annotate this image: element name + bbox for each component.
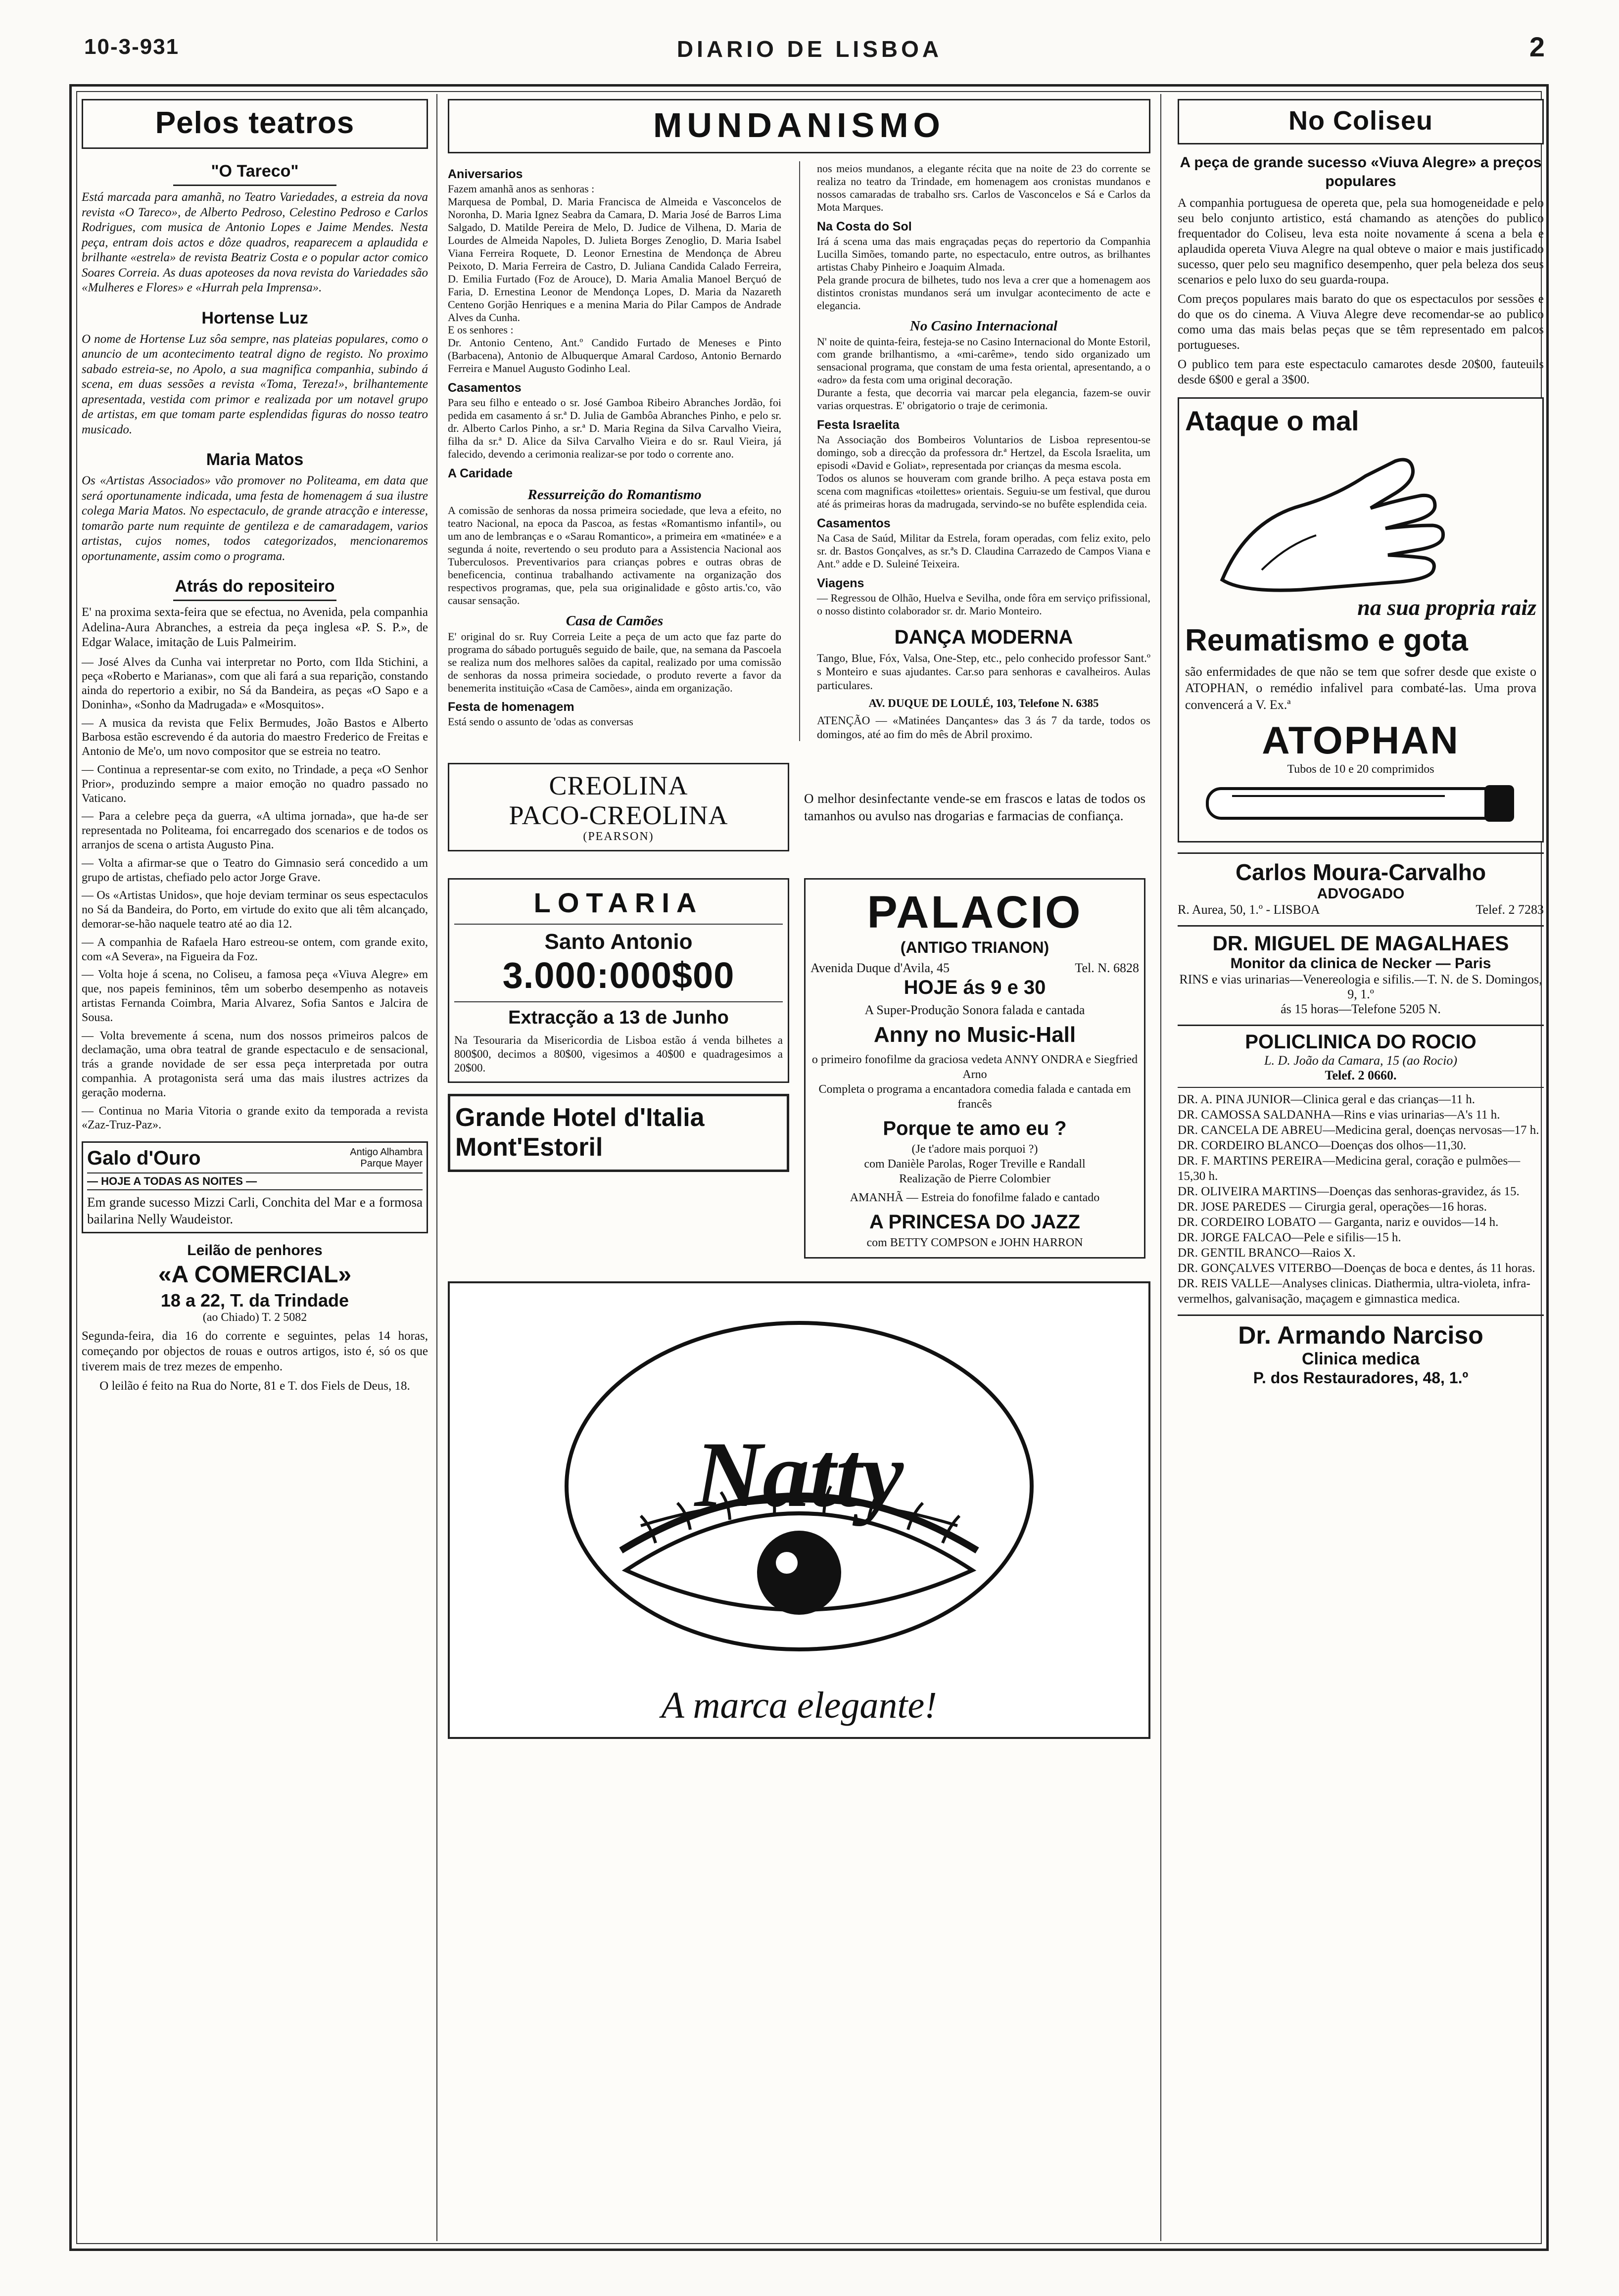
news-bullet: — Continua no Maria Vitoria o grande exito da temporada a revista «Zaz-Truz-Paz». [82, 1104, 428, 1132]
clinic-doctor-entry: DR. F. MARTINS PEREIRA—Medicina geral, coração e pulmões—15,30 h. [1178, 1154, 1521, 1183]
coliseu-paragraph: A companhia portuguesa de opereta que, pela sua homogeneidade e pelo seu belo conjunto artistico, está chamando as atenções do publico frequentador do Coliseu, leva esta noite novamente á scena a bela e aplaudida opereta Viuva Alegre na qual obteve o maior e mais justificado sucesso, quer pelo seu magnifico desempenho, quer pela beleza dos seus scenarios e pelo luxo do seu guarda-roupa. [1178, 196, 1544, 286]
doctor-specialty: ADVOGADO [1317, 885, 1405, 902]
ad-palacio-second-director: Realização de Pierre Colombier [899, 1172, 1050, 1186]
clinic-doctor-entry: DR. REIS VALLE—Analyses clinicas. Diathermia, ultra-violeta, infra-vermelhos, galvanisação, maçagem e gimnastica medica. [1178, 1276, 1530, 1306]
sub-text: Na Casa de Saúd, Militar da Estrela, foram operadas, com feliz exito, pelo sr. dr. Bastos Gonçalves, as sr.ªs D. Claudina Carrazedo de Campos Viana e Ant.º adde e D. Suleiné Teixeira. [817, 531, 1150, 570]
sub-text: A comissão de senhoras da nossa primeira sociedade, que leva a efeito, no teatro Nacional, na epoca da Pascoa, as festas «Romantismo infantil», ou um ano de lembranças e o «Sarau Romantico», a primeira em «matinée» e a segunda á noite, revertendo o seu produto para a Assistencia Nacional aos Tuberculosos. Preventivarios para crianças pobres e outras obras de beneficencia, continua trabalhando activamente na organização dos respectivos programas, que, pela sua originalidade e gôsto artis.'co, vão causar sensação. [448, 504, 781, 607]
ad-leilao-text: Segunda-feira, dia 16 do corrente e seguintes, pelas 14 horas, começando por objectos de rouas e outros artigos, isto é, só os que tiverem mais de trez mezes de empenho. [82, 1329, 428, 1373]
column-divider-right [1160, 94, 1161, 2241]
article-text: E' na proxima sexta-feira que se efectua, no Avenida, pela companhia Adelina-Aura Abranches, a estreia da peça inglesa «P. S. P.», de Edgar Walace, imitação de Luis Palmeirim. [82, 606, 428, 649]
section-title-mundanismo: MUNDANISMO [448, 99, 1150, 153]
sub-heading: A Caridade [448, 467, 513, 481]
article-heading: Hortense Luz [201, 308, 308, 328]
news-bullet: — A musica da revista que Felix Bermudes, João Bastos e Alberto Barbosa estão escrevendo é da autoria do maestro Frederico de Freitas e Antonio de Me'o, um novo compositor que se estreia no teatro. [82, 716, 428, 758]
ad-palacio-film-credits: o primeiro fonofilme da graciosa vedeta ANNY ONDRA e Siegfried Arno [811, 1053, 1138, 1081]
ad-palacio-phone: Tel. N. 6828 [1075, 961, 1139, 976]
ad-policlinica-rocio[interactable] [1178, 1025, 1544, 1307]
ad-creolina[interactable] [448, 763, 789, 851]
sub-text: nos meios mundanos, a elegante récita que na noite de 23 do corrente se realiza no teatro da Trindade, em homenagem aos cronistas mundanos e nossos camaradas de trabalho srs. Carlos de Vasconcelos e Sá e Carlos da Mota Marques. [817, 162, 1150, 213]
masthead-date: 10-3-931 [84, 35, 180, 59]
ad-leilao-address: 18 a 22, T. da Trindade [160, 1290, 349, 1311]
ad-lotaria-name: Santo Antonio [544, 930, 693, 954]
ad-palacio-second-feature-note: Completa o programa a encantadora comedia falada e cantada em francês [818, 1083, 1131, 1111]
column-divider-left [436, 94, 437, 2241]
eye-illustration-svg [460, 1293, 1139, 1679]
sub-heading: Casa de Camões [566, 612, 664, 629]
clinic-doctor-entry: DR. CORDEIRO LOBATO — Garganta, nariz e ouvidos—14 h. [1178, 1215, 1499, 1229]
article-atras-do-repositeiro [82, 577, 428, 651]
ad-palacio-second-title-fr: (Je t'adore mais porquoi ?) [911, 1143, 1038, 1156]
doctor-specialty: Clinica medica [1301, 1349, 1420, 1368]
ad-galo-subtitle: Antigo Alhambra Parque Mayer [350, 1147, 423, 1170]
doctor-address: RINS e vias urinarias—Venereologia e sifilis.—T. N. de S. Domingos, 9, 1.º [1179, 972, 1542, 1001]
doctor-address: P. dos Restauradores, 48, 1.º [1253, 1368, 1469, 1387]
sub-heading: Viagens [817, 576, 864, 590]
ad-natty-slogan: A marca elegante! [661, 1685, 937, 1727]
news-bullet: — Para a celebre peça da guerra, «A ultima jornada», que ha-de ser representada no Politeama, foi encarregado dos scenarios e de todos os arranjos de scena o artista Augusto Pina. [82, 810, 428, 852]
doctor-name: DR. MIGUEL DE MAGALHAES [1212, 931, 1509, 955]
ad-palacio-film-title: Anny no Music-Hall [873, 1023, 1076, 1047]
sub-heading: Na Costa do Sol [817, 219, 912, 234]
news-bullet: — Os «Artistas Unidos», que hoje deviam terminar os seus espectaculos no Sá da Bandeira, do Porto, em virtude do exito que ali têm alcançado, demorar-se-hão naquele teatro até ao dia 12. [82, 889, 428, 931]
news-bullet: — A companhia de Rafaela Haro estreou-se ontem, com grande exito, com «A Severa», na Figueira da Foz. [82, 936, 428, 963]
ad-doctor-armando-narciso[interactable] [1178, 1314, 1544, 1387]
clinic-phone: Telef. 2 0660. [1325, 1068, 1397, 1082]
ad-atophan-brand: ATOPHAN [1262, 718, 1460, 762]
ad-danca-moderna[interactable] [817, 626, 1150, 742]
doctor-phone: Telef. 2 7283 [1476, 902, 1544, 917]
ad-palacio-showtime: HOJE ás 9 e 30 [904, 977, 1046, 999]
coliseu-paragraph: Com preços populares mais barato do que os espectaculos por sessões e do que os do cinema. A Viuva Alegre deve recomendar-se ao publico como uma das mais belas peças que se têm representado em palcos portugueses. [1178, 292, 1544, 352]
ad-doctor-moura-carvalho[interactable] [1178, 852, 1544, 917]
ad-atophan-packaging: Tubos de 10 e 20 comprimidos [1287, 762, 1434, 776]
coliseu-paragraph: O publico tem para este espectaculo camarotes desde 20$00, fauteuils desde 6$00 e geral a 3$00. [1178, 358, 1544, 386]
article-tareco [82, 162, 428, 296]
news-bullet: — Volta a afirmar-se que o Teatro do Gimnasio será concedido a um grupo de artistas, chefiado pelo actor Jorge Grave. [82, 856, 428, 884]
sub-heading: Aniversarios [448, 167, 523, 181]
ad-galo-text: Em grande sucesso Mizzi Carli, Conchita del Mar e a formosa bailarina Nelly Waudeistor. [87, 1195, 423, 1226]
ad-danca-address: AV. DUQUE DE LOULÉ, 103, Telefone N. 6385 [868, 697, 1099, 709]
ad-palacio-tomorrow: AMANHÃ — Estreia do fonofilme falado e cantado [850, 1191, 1100, 1205]
doctor-address: R. Aurea, 50, 1.º - LISBOA [1178, 902, 1320, 917]
sub-text: Para seu filho e enteado o sr. José Gamboa Ribeiro Abranches Jordão, foi pedida em casamento á sr.ª D. Julia de Gambôa Abranches Pinho, e pelo sr. dr. Alberto Carlos Pinho, a sr.ª D. Maria Regina da Silva Carvalho Vieira, filha da sr.ª D. Alice da Silva Carvalho Vieira e do sr. Raul Vieira, já falecido, devendo a cerimonia realizar-se por todo o corrente ano. [448, 396, 781, 461]
section-title-coliseu: No Coliseu [1178, 99, 1544, 144]
clinic-address: L. D. João da Camara, 15 (ao Rocio) [1264, 1053, 1457, 1068]
clinic-doctor-entry: DR. GONÇALVES VITERBO—Doenças de boca e dentes, ás 11 horas. [1178, 1261, 1535, 1275]
ad-natty[interactable] [448, 1281, 1150, 1739]
ad-leilao-kicker: Leilão de penhores [187, 1242, 323, 1259]
ad-creolina-maker: (PEARSON) [583, 830, 654, 843]
masthead-title: DIARIO DE LISBOA [676, 36, 943, 62]
ad-palacio-name: PALACIO [867, 887, 1083, 938]
mundanismo-right-subcolumn [799, 161, 1150, 741]
clinic-doctor-entry: DR. JORGE FALCAO—Pele e sifilis—15 h. [1178, 1230, 1401, 1244]
ad-palacio-second-cast: com Danièle Parolas, Roger Treville e Randall [864, 1158, 1086, 1171]
article-maria-matos [82, 450, 428, 564]
sub-text: Irá á scena uma das mais engraçadas peças do repertorio da Companhia Lucilla Simões, tomando parte, no espectaculo, entre outros, as brilhantes artistas Chaby Pinheiro e Joaquim Almada. Pela grande procura de bilhetes, tudo nos leva a crer que a homenagem aos distintos cronistas mundanos será um invulgar acontecimento de acte e elegancia. [817, 234, 1150, 312]
ad-creolina-brand2: PACO-CREOLINA [509, 800, 728, 830]
news-bullet: — Volta hoje á scena, no Coliseu, a famosa peça «Viuva Alegre» em que, nos papeis femininos, têm um soberbo desempenho as notaveis artistas Fernanda Coimbra, Maria Alvarez, Sofia Santos e Jalcira de Sousa. [82, 968, 428, 1024]
tube-illustration-svg [1185, 776, 1536, 831]
ad-creolina-brand: CREOLINA [549, 771, 688, 801]
sub-heading: Casamentos [448, 381, 522, 395]
coliseu-headline: A peça de grande sucesso «Viuva Alegre» a preços populares [1180, 154, 1542, 189]
sub-text: Fazem amanhã anos as senhoras : Marquesa de Pombal, D. Maria Francisca de Almeida e Vasconcelos de Noronha, D. Maria Ignez Seabra da Camara, D. Maria José de Barros Lima Salgado, D. Matilde Pereira de Melo, D. Judice de Vilhena, D. Maria de Lourdes de Almeida Napoles, D. Julieta Borges Zenoglio, D. Maria Isabel Viana Ferreira Roquete, D. Leonor Ernestina de Mendonça de Abreu Peixoto, D. Maria Ferreira de Castro, D. Juliana Candida Calado Ferreira, D. Emilia Furtado (Foz de Arouce), D. Maria Amalia Manoel Berçuó de Faria, D. Ernestina Leonor de Mendonça Lopes, D. Maria da Nazareth Centeno Gorjão Henriques e a menina Maria do Pilar Campos de Andrade Alves da Cunha. E os senhores : Dr. Antonio Centeno, Ant.º Candido Furtado de Meneses e Pinto (Barbacena), Antonio de Albuquerque Amaral Cardoso, Antonio Bernardo Ferreira e Manuel Augusto Godinho Leal. [448, 183, 781, 375]
clinic-doctor-entry: DR. CAMOSSA SALDANHA—Rins e vias urinarias—A's 11 h. [1178, 1108, 1500, 1122]
ad-hotel-location: Mont'Estoril [455, 1133, 603, 1162]
ad-palacio-second-title: Porque te amo eu ? [883, 1118, 1067, 1140]
ad-atophan[interactable] [1178, 397, 1544, 843]
article-heading: Maria Matos [206, 450, 304, 469]
ad-galo-douro[interactable] [82, 1141, 428, 1233]
ad-danca-note: ATENÇÃO — «Matinées Dançantes» das 3 ás 7 da tarde, todos os domingos, até ao fim do mês de Abril proximo. [817, 714, 1150, 741]
left-column [82, 99, 428, 1394]
doctor-specialty: Monitor da clinica de Necker — Paris [1230, 955, 1491, 972]
news-bullet: — Volta brevemente á scena, num dos nossos primeiros palcos de declamação, uma obra teatral de grande espectaculo e de sensacional, trás a grande novidade de ser essa peça interpretada por outra companhia. A protagonista será uma das mais ilustres actrizes da geração moderna. [82, 1029, 428, 1099]
sub-heading: Ressurreição do Romantismo [527, 487, 702, 503]
sub-heading: Festa Israelita [817, 418, 900, 432]
clinic-doctor-entry: DR. GENTIL BRANCO—Raios X. [1178, 1246, 1356, 1260]
news-bullet: — Continua a representar-se com exito, no Trindade, a peça «O Senhor Prior», produzindo sempre a maior emoção no quadro passado no Vaticano. [82, 763, 428, 805]
sub-text: Está sendo o assunto de 'odas as conversas [448, 715, 633, 728]
doctor-hours: ás 15 horas—Telefone 5205 N. [1281, 1001, 1441, 1016]
ad-atophan-body: são enfermidades de que não se tem que sofrer desde que existe o ATOPHAN, o remédio infalivel para combaté-las. Uma prova convencerá a V. Ex.ª [1185, 664, 1536, 712]
ad-cinema-palacio[interactable] [804, 878, 1145, 1259]
clinic-doctor-entry: DR. OLIVEIRA MARTINS—Doenças das senhoras-gravidez, ás 15. [1178, 1184, 1520, 1198]
masthead-page-number: 2 [1529, 31, 1545, 62]
ad-palacio-address: Avenida Duque d'Avila, 45 [810, 961, 950, 976]
ad-atophan-line1: Ataque o mal [1185, 405, 1359, 436]
ad-creolina-description: O melhor desinfectante vende-se em frascos e latas de todos os tamanhos ou avulso nas drogarias e farmacias de confiança. [804, 791, 1145, 823]
article-hortense-luz [82, 309, 428, 438]
ad-palacio-tomorrow-title: A PRINCESA DO JAZZ [869, 1211, 1080, 1233]
ad-danca-text: Tango, Blue, Fóx, Valsa, One-Step, etc., pelo conhecido professor Sant.º s Monteiro e suas ajudantes. Car.so para senhoras e cavalheiros. Aulas particulares. [817, 652, 1150, 692]
doctor-name: Carlos Moura-Carvalho [1235, 859, 1486, 885]
sub-heading: Festa de homenagem [448, 700, 574, 714]
ad-leilao-footer: O leilão é feito na Rua do Norte, 81 e T. dos Fiels de Deus, 18. [99, 1379, 410, 1393]
ad-grande-hotel-italia[interactable] [448, 1094, 789, 1172]
clinic-doctor-entry: DR. CANCELA DE ABREU—Medicina geral, doenças nervosas—17 h. [1178, 1123, 1539, 1137]
ad-hotel-name: Grande Hotel d'Italia [455, 1103, 705, 1132]
middle-column [448, 99, 1150, 1739]
ad-lotaria[interactable] [448, 878, 789, 1083]
clinic-doctor-entry: DR. JOSE PAREDES — Cirurgia geral, operações—16 horas. [1178, 1200, 1487, 1214]
ad-atophan-line2: na sua propria raiz [1357, 594, 1536, 620]
ad-galo-strip: — HOJE A TODAS AS NOITES — [87, 1172, 423, 1190]
ad-galo-title: Galo d'Ouro [87, 1147, 201, 1170]
article-text: Os «Artistas Associados» vão promover no Politeama, em data que será oportunamente indicada, uma festa de homenagem á sua ilustre colega Maria Matos. No espectaculo, de grande atracção e interesse, tomarão parte num requinte de gentileza e de camaradagem, varios artistas, cujos nomes, todos categorizados, mencionaremos oportunamente, assim como o programa. [82, 474, 428, 563]
right-column [1178, 99, 1544, 1387]
ad-palacio-tomorrow-cast: com BETTY COMPSON e JOHN HARRON [866, 1236, 1083, 1250]
sub-heading: No Casino Internacional [909, 318, 1058, 334]
svg-text:Natty: Natty [694, 1423, 904, 1527]
sub-text: E' original do sr. Ruy Correia Leite a peça de um acto que faz parte do programa do sábado português seguido de baile, que, na semana da Pascoela se realiza num dos melhores salões da capital, realizado por uma comissão de senhoras da nossa primeira sociedade, o produto reverte a favor da benemerita instituição «Casa de Camões», ainda em organização. [448, 630, 781, 694]
clinic-doctor-entry: DR. CORDEIRO BLANCO—Doenças dos olhos—11,30. [1178, 1138, 1467, 1152]
ad-leilao-name: «A COMERCIAL» [158, 1261, 352, 1288]
ad-doctor-miguel-magalhaes[interactable] [1178, 925, 1544, 1017]
mundanismo-left-subcolumn [448, 161, 781, 741]
hand-illustration-svg [1185, 446, 1536, 595]
ad-palacio-tagline: A Super-Produção Sonora falada e cantada [864, 1003, 1085, 1018]
ad-leilao-comercial[interactable] [82, 1242, 428, 1394]
doctor-name: Dr. Armando Narciso [1238, 1321, 1483, 1349]
ad-palacio-former-name: (ANTIGO TRIANON) [900, 938, 1049, 957]
ad-leilao-phone: (ao Chiado) T. 2 5082 [202, 1311, 307, 1324]
sub-text: — Regressou de Olhão, Huelva e Sevilha, onde fôra em serviço prifissional, o nosso distinto colaborador sr. dr. Mario Monteiro. [817, 591, 1150, 617]
ad-atophan-line3: Reumatismo e gota [1185, 623, 1468, 657]
sub-text: Na Associação dos Bombeiros Voluntarios de Lisboa representou-se domingo, sob a direcção da professora dr.ª Hertzel, da Escola Israelita, um episodi «David e Goliat», representada por crianças da mesma escola. Todos os alunos se houveram com grande brilho. A peça estava posta em scena com magnificas «toilettes» orientais. Seguiu-se um festival, que durou até ás primeiras horas da madrugada, servindo-se no bufête esplendida ceia. [817, 433, 1150, 511]
masthead [0, 20, 1619, 64]
ad-natty-illustration [460, 1293, 1139, 1679]
ad-lotaria-prize: 3.000:000$00 [502, 955, 735, 996]
sub-text: N' noite de quinta-feira, festeja-se no Casino Internacional do Monte Estoril, com grande brilhantismo, a «mi-carême», tendo sido organizado um sensacional programa, que constam de uma festa oriental, apresentando, a o «adro» da festa com uma original decoração. Durante a festa, que decorria vai marcar pela elegancia, fazem-se ouvir varias orquestras. E' obrigatorio o traje de cerimonia. [817, 335, 1150, 412]
clinic-doctor-entry: DR. A. PINA JUNIOR—Clinica geral e das crianças—11 h. [1178, 1092, 1476, 1106]
article-text: Está marcada para amanhã, no Teatro Variedades, a estreia da nova revista «O Tareco», de Alberto Pedroso, Celestino Pedroso e Carlos Rodrigues, com musica de Antonio Lopes e Jaime Mendes. Nesta peça, entram dois actos e dôze quadros, reaparecem a aplaudida e brilhante «estrela» de revista Beatriz Costa e o popular actor comico Soares Correia. As duas apoteoses da nova revista do Variedades são «Mulheres e Flores» e «Hurrah pela Imprensa». [82, 190, 428, 294]
article-heading: Atrás do repositeiro [82, 577, 428, 601]
ad-danca-title: DANÇA MODERNA [894, 626, 1073, 648]
section-title-theatres: Pelos teatros [82, 99, 428, 149]
news-bullet: — José Alves da Cunha vai interpretar no Porto, com Ilda Stichini, a peça «Roberto e Marianas», com que ali fará a sua reparição, constando ainda do repertorio a exibir, no Sá da Bandeira, as peças «O Sapo e a Doninha», «Sonho da Madrugada» e «Mosquitos». [82, 656, 428, 711]
ad-lotaria-title: LOTARIA [533, 887, 704, 919]
ad-lotaria-draw-date: Extracção a 13 de Junho [508, 1007, 729, 1029]
ad-lotaria-text: Na Tesouraria da Misericordia de Lisboa estão á venda bilhetes a 800$00, decimos a 80$00, vigesimos a 40$00 e quadragesimos a 20$00. [454, 1034, 783, 1074]
article-text: O nome de Hortense Luz sôa sempre, nas plateias populares, como o anuncio de um acontecimento teatral digno de registo. No proximo sabado estreia-se, no Apolo, a sua magnifica companhia, subindo á scena, em duas sessões a revista «Toma, Tereza!», brilhantemente apresentada, vestida com primor e realizada por um notavel grupo de artistas, em que tomam parte esplendidas figuras do nosso teatro musicado. [82, 332, 428, 436]
article-heading: "O Tareco" [82, 162, 428, 186]
clinic-name: POLICLINICA DO ROCIO [1245, 1031, 1476, 1053]
sub-heading: Casamentos [817, 516, 891, 530]
